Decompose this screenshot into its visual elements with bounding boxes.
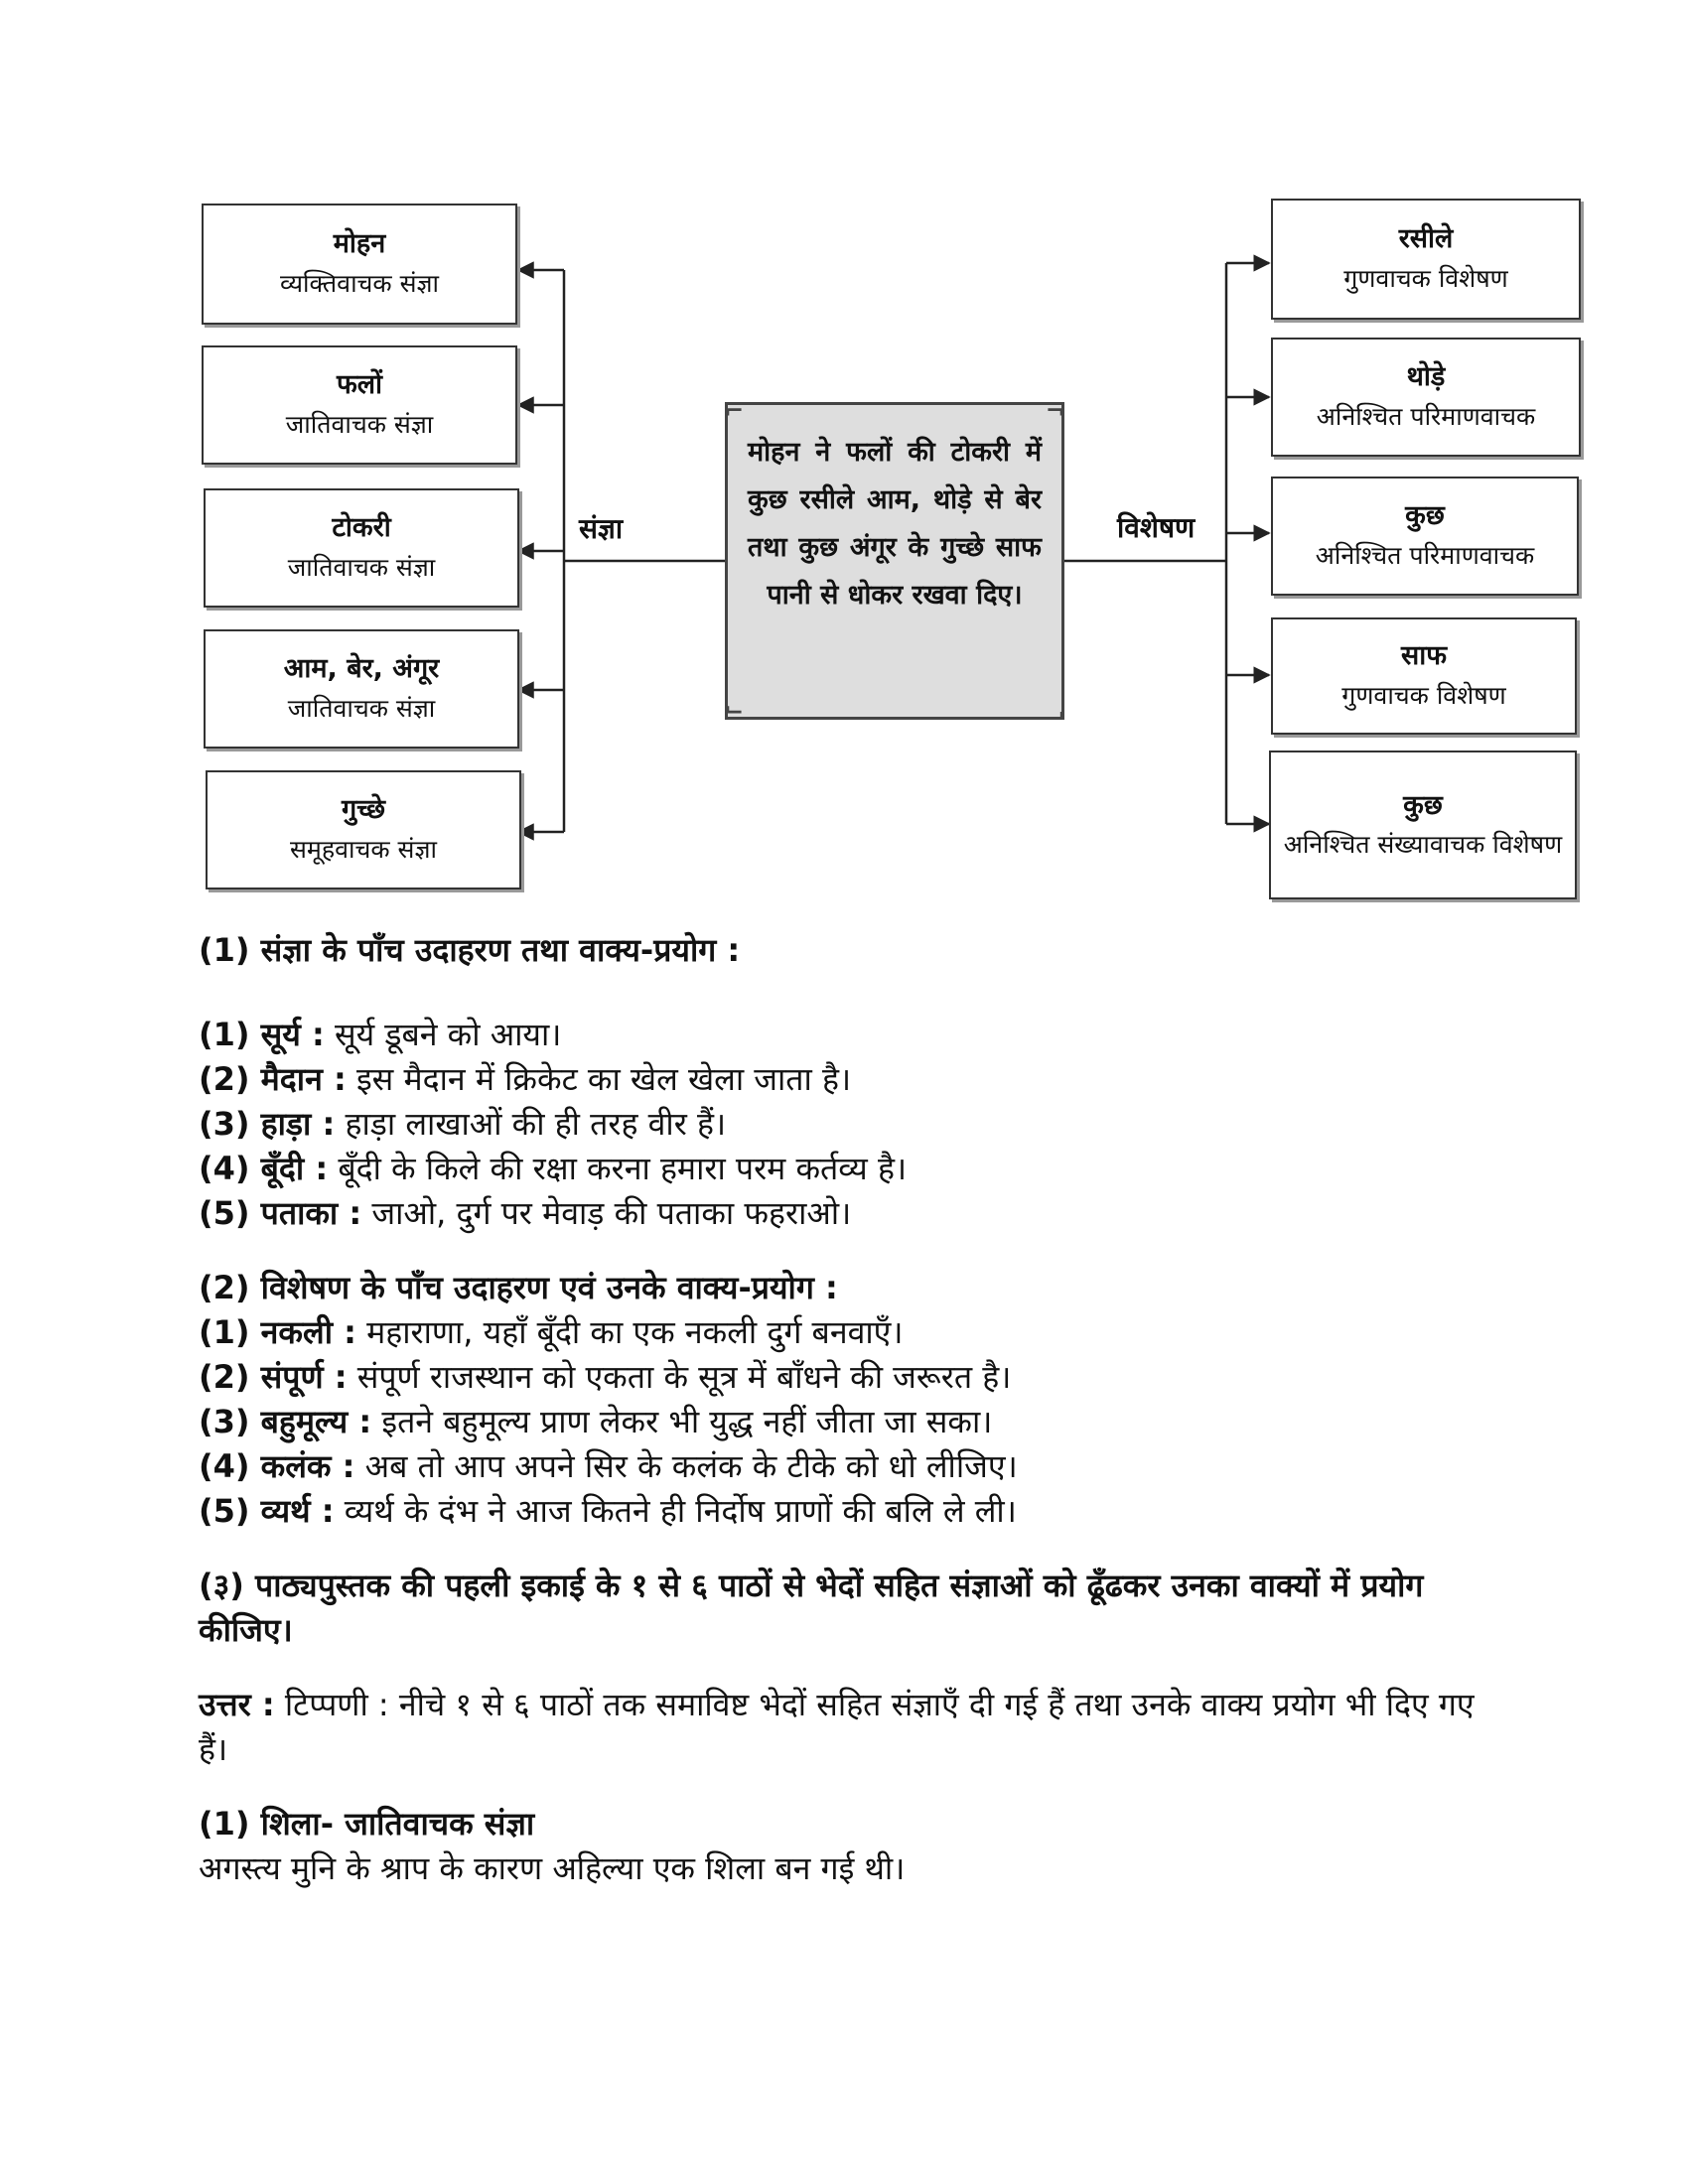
- adjective-term: कुछ: [1405, 500, 1445, 531]
- answer-text: टिप्पणी : नीचे १ से ६ पाठों तक समाविष्ट भेदों सहित संज्ञाएँ दी गई हैं तथा उनके वाक्य प्रयोग भी दिए गए हैं।: [199, 1686, 1475, 1768]
- corner-ornament-icon: ⌟: [1054, 695, 1065, 723]
- noun-example-2: [199, 1057, 1509, 1102]
- noun-branch-label: संज्ञा: [579, 512, 624, 545]
- noun-type: जातिवाचक संज्ञा: [285, 410, 434, 439]
- adjective-example-5: [199, 1489, 1509, 1534]
- adjective-box-1: [1271, 199, 1581, 320]
- adjective-example-3: [199, 1400, 1509, 1444]
- noun-term: मोहन: [333, 228, 386, 259]
- noun-type: व्यक्तिवाचक संज्ञा: [280, 269, 439, 298]
- noun-type: समूहवाचक संज्ञा: [290, 835, 437, 864]
- adjective-box-4: [1271, 617, 1577, 735]
- noun-example-1: [199, 1013, 1509, 1057]
- adjective-box-5: [1269, 751, 1577, 899]
- corner-ornament-icon: ⌐: [724, 397, 745, 425]
- noun-type: जातिवाचक संज्ञा: [287, 694, 436, 723]
- example-text: सूर्य डूबने को आया।: [324, 1016, 562, 1053]
- noun-example-3: [199, 1102, 1509, 1147]
- example-label: (5) व्यर्थ :: [199, 1492, 335, 1530]
- section-3-heading: (३) पाठ्यपुस्तक की पहली इकाई के १ से ६ पाठों से भेदों सहित संज्ञाओं को ढूँढकर उनका वाक्यों में प्रयोग कीजिए।: [199, 1567, 1424, 1649]
- example-text: व्यर्थ के दंभ ने आज कितने ही निर्दोष प्राणों की बलि ले ली।: [334, 1492, 1017, 1530]
- example-sentence: मोहन ने फलों की टोकरी में कुछ रसीले आम, थोड़े से बेर तथा कुछ अंगूर के गुच्छे साफ पानी से धोकर रखवा दिए।: [748, 437, 1042, 611]
- example-text: इस मैदान में क्रिकेट का खेल खेला जाता है।: [346, 1060, 852, 1098]
- noun-term: टोकरी: [332, 512, 391, 543]
- adjective-box-2: [1271, 338, 1581, 457]
- section-1-heading: (1) संज्ञा के पाँच उदाहरण तथा वाक्य-प्रयोग :: [199, 931, 741, 969]
- noun-box-4: [204, 629, 519, 749]
- noun-box-3: [204, 488, 519, 608]
- corner-ornament-icon: ⌙: [724, 695, 745, 723]
- adjective-type: गुणवाचक विशेषण: [1343, 264, 1508, 293]
- example-label: (5) पताका :: [199, 1194, 362, 1232]
- corner-ornament-icon: ¬: [1045, 397, 1065, 425]
- example-text: संपूर्ण राजस्थान को एकता के सूत्र में बाँधने की जरूरत है।: [347, 1358, 1012, 1396]
- sub-heading: (1) शिला- जातिवाचक संज्ञा: [199, 1805, 535, 1843]
- adjective-box-3: [1271, 477, 1579, 596]
- sub-text: अगस्त्य मुनि के श्राप के कारण अहिल्या एक शिला बन गई थी।: [199, 1849, 906, 1887]
- example-label: (2) मैदान :: [199, 1060, 347, 1098]
- adjective-term: कुछ: [1403, 790, 1443, 821]
- example-label: (3) हाड़ा :: [199, 1105, 336, 1143]
- adjective-example-1: [199, 1310, 1509, 1355]
- example-text: जाओ, दुर्ग पर मेवाड़ की पताका फहराओ।: [361, 1194, 852, 1232]
- example-text: इतने बहुमूल्य प्राण लेकर भी युद्ध नहीं जीता जा सका।: [371, 1403, 993, 1440]
- noun-example-4: [199, 1147, 1509, 1191]
- adjective-term: थोड़े: [1406, 361, 1446, 392]
- adjective-term: रसीले: [1398, 223, 1454, 254]
- noun-box-1: [202, 204, 517, 325]
- noun-type: जातिवाचक संज्ञा: [287, 553, 436, 582]
- answer-label: उत्तर :: [199, 1686, 275, 1723]
- example-label: (3) बहुमूल्य :: [199, 1403, 372, 1440]
- noun-box-5: [206, 770, 521, 889]
- section-2-heading: (2) विशेषण के पाँच उदाहरण एवं उनके वाक्य-प्रयोग :: [199, 1269, 838, 1306]
- adjective-example-4: [199, 1444, 1509, 1489]
- example-label: (4) बूँदी :: [199, 1150, 329, 1187]
- example-sentence-box: [724, 397, 1065, 723]
- answer-paragraph: [199, 1683, 1509, 1772]
- noun-example-5: [199, 1191, 1509, 1236]
- adjective-example-2: [199, 1355, 1509, 1400]
- example-text: अब तो आप अपने सिर के कलंक के टीके को धो लीजिए।: [354, 1447, 1018, 1485]
- noun-box-2: [202, 345, 517, 465]
- adjective-branch-label: विशेषण: [1117, 511, 1196, 544]
- grammar-diagram: [0, 0, 1688, 913]
- example-text: महाराणा, यहाँ बूँदी का एक नकली दुर्ग बनवाएँ।: [355, 1313, 904, 1351]
- adjective-term: साफ: [1400, 640, 1448, 671]
- text-content: [199, 928, 1509, 1891]
- example-label: (1) नकली :: [199, 1313, 356, 1351]
- adjective-type: गुणवाचक विशेषण: [1341, 681, 1506, 710]
- example-label: (2) संपूर्ण :: [199, 1358, 348, 1396]
- adjective-type: अनिश्चित परिमाणवाचक: [1315, 541, 1535, 570]
- example-text: बूँदी के किले की रक्षा करना हमारा परम कर्तव्य है।: [328, 1150, 908, 1187]
- noun-term: आम, बेर, अंगूर: [283, 653, 440, 684]
- adjective-type: अनिश्चित संख्यावाचक विशेषण: [1283, 830, 1563, 859]
- noun-term: फलों: [336, 369, 383, 400]
- example-label: (1) सूर्य :: [199, 1016, 325, 1053]
- noun-term: गुच्छे: [341, 794, 386, 825]
- example-text: हाड़ा लाखाओं की ही तरह वीर हैं।: [335, 1105, 727, 1143]
- example-label: (4) कलंक :: [199, 1447, 355, 1485]
- adjective-type: अनिश्चित परिमाणवाचक: [1316, 402, 1536, 431]
